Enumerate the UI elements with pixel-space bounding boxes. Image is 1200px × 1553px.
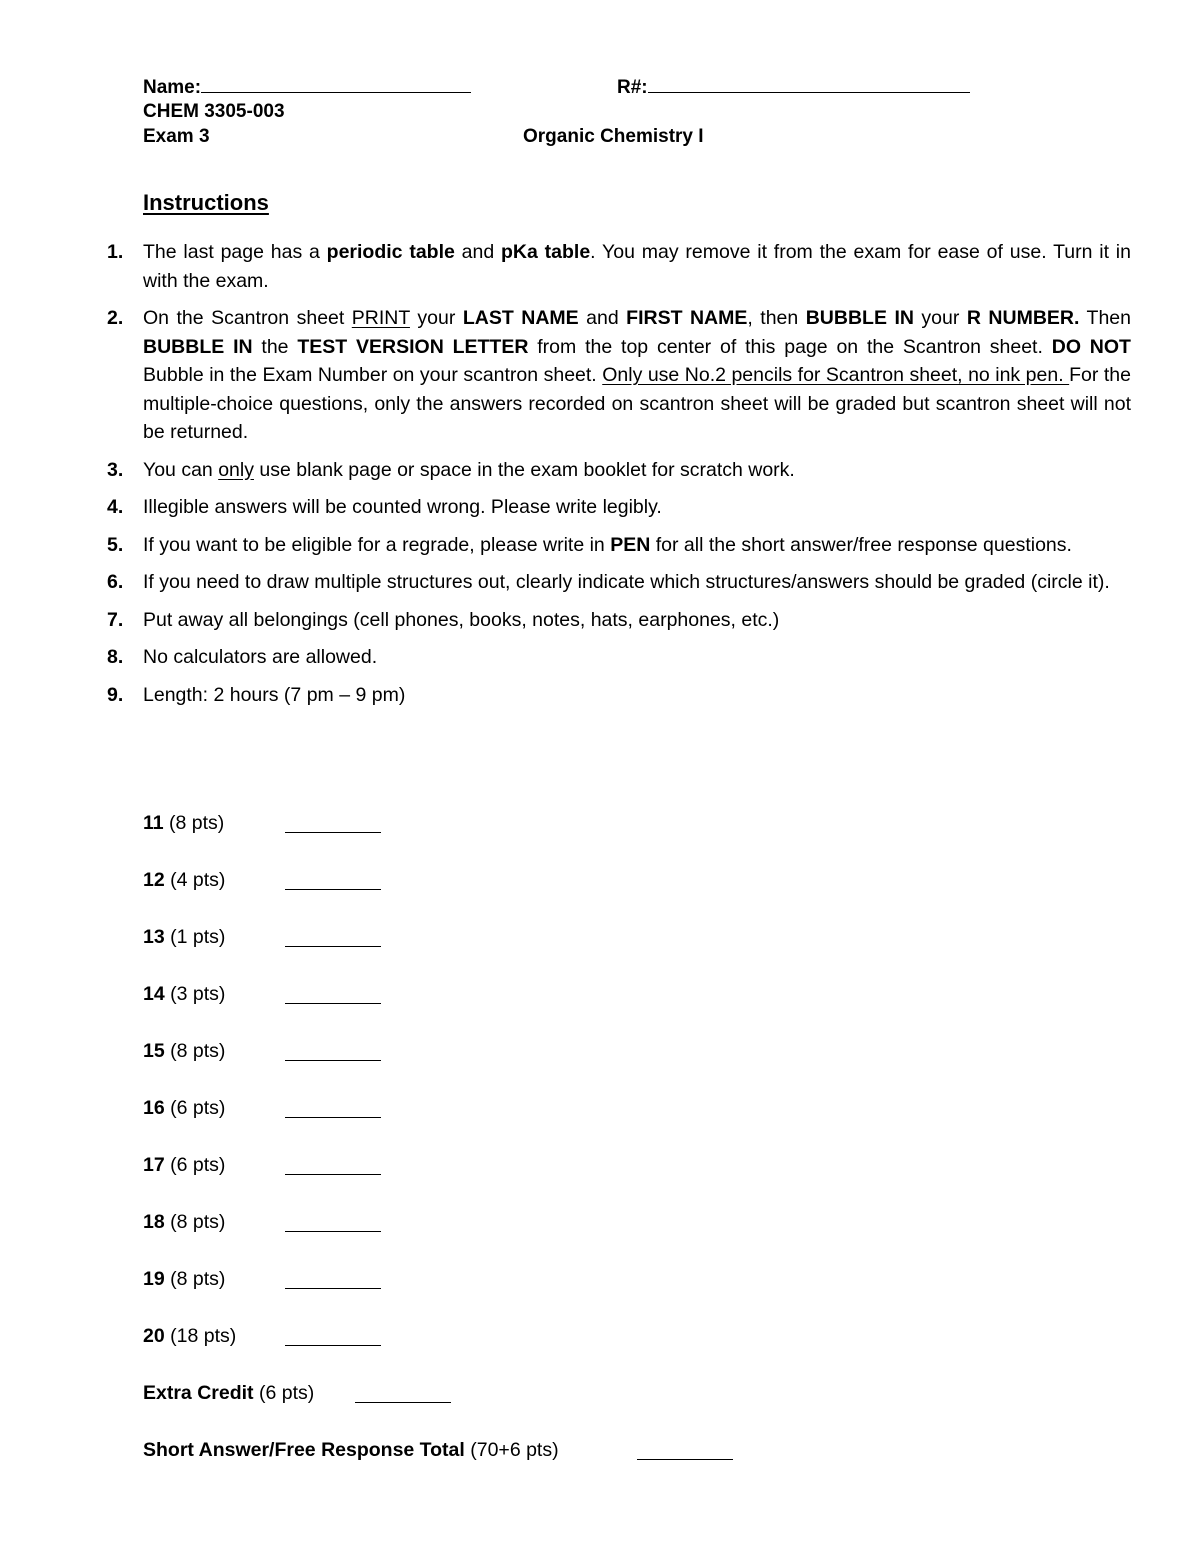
instructions-title: Instructions: [143, 190, 269, 215]
question-number: 12: [143, 869, 165, 891]
question-points: (1 pts): [164, 926, 226, 948]
instruction-number: 3.: [107, 458, 124, 481]
score-blank[interactable]: [285, 1288, 381, 1289]
name-field[interactable]: [143, 74, 471, 101]
instruction-item: 1. The last page has a periodic table and pKa table. You may remove it from the exam for ease of use. Turn it in with the exam.: [107, 238, 1131, 295]
instruction-number: 6.: [107, 571, 124, 593]
question-points: (4 pts): [164, 869, 226, 891]
instruction-number: 8.: [107, 646, 124, 668]
r-number-field[interactable]: [617, 74, 970, 101]
score-blank[interactable]: [285, 1117, 381, 1118]
question-points: (3 pts): [164, 983, 226, 1005]
question-number: 16: [143, 1097, 165, 1119]
instructions-list: [107, 238, 1131, 718]
instruction-item: 9. Length: 2 hours (7 pm – 9 pm): [107, 681, 1131, 710]
score-blank[interactable]: [285, 1231, 381, 1232]
question-points: (70+6 pts): [464, 1439, 559, 1461]
question-points: (18 pts): [164, 1325, 237, 1347]
score-blank[interactable]: [285, 1345, 381, 1346]
instruction-number: 4.: [107, 496, 124, 518]
score-blank[interactable]: [637, 1459, 733, 1460]
instruction-number: 9.: [107, 683, 124, 706]
instruction-item: 3. You can only use blank page or space in the exam booklet for scratch work.: [107, 456, 1131, 485]
course-code: CHEM 3305-003: [143, 101, 285, 122]
question-points: (6 pts): [164, 1097, 226, 1119]
score-blank[interactable]: [285, 946, 381, 947]
question-points: (8 pts): [164, 1268, 226, 1290]
instruction-item: 8. No calculators are allowed.: [107, 643, 1131, 672]
question-number: 13: [143, 926, 165, 948]
question-points: (8 pts): [163, 812, 225, 834]
score-blank[interactable]: [285, 1003, 381, 1004]
instruction-number: 5.: [107, 533, 124, 556]
name-blank[interactable]: [201, 74, 471, 93]
r-number-blank[interactable]: [648, 74, 970, 93]
question-number: Extra Credit: [143, 1382, 254, 1404]
question-number: 19: [143, 1268, 165, 1290]
question-number: 18: [143, 1211, 165, 1233]
instruction-number: 7.: [107, 608, 124, 631]
score-blank[interactable]: [285, 832, 381, 833]
question-points: (8 pts): [164, 1211, 226, 1233]
question-points: (6 pts): [253, 1382, 315, 1404]
question-points: (8 pts): [164, 1040, 226, 1062]
question-number: 15: [143, 1040, 165, 1062]
score-blank[interactable]: [285, 1174, 381, 1175]
instruction-item: 7. Put away all belongings (cell phones, books, notes, hats, earphones, etc.): [107, 606, 1131, 635]
score-blank[interactable]: [355, 1402, 451, 1403]
score-blank[interactable]: [285, 1060, 381, 1061]
score-blank[interactable]: [285, 889, 381, 890]
exam-number: Exam 3: [143, 126, 210, 147]
instruction-number: 1.: [107, 241, 124, 263]
instruction-item: 5. If you want to be eligible for a regrade, please write in PEN for all the short answer/free response questions.: [107, 531, 1131, 560]
name-label: Name:: [143, 77, 202, 98]
question-number: 17: [143, 1154, 165, 1176]
instruction-item: 6. If you need to draw multiple structures out, clearly indicate which structures/answers should be graded (circle it).: [107, 568, 1131, 597]
r-number-label: R#:: [617, 77, 648, 98]
instruction-item: 4. Illegible answers will be counted wrong. Please write legibly.: [107, 493, 1131, 522]
course-subject: Organic Chemistry I: [523, 126, 704, 147]
question-number: Short Answer/Free Response Total: [143, 1439, 465, 1461]
question-points: (6 pts): [164, 1154, 226, 1176]
instruction-item: 2. On the Scantron sheet PRINT your LAST NAME and FIRST NAME, then BUBBLE IN your R NUMBER. Then BUBBLE IN the TEST VERSION LETTER from the top center of this page on the Scantron sheet. DO NOT Bubble in the Exam Number on your scantron sheet. Only use No.2 pencils for Scantron sheet, no ink pen. For the multiple-choice questions, only the answers recorded on scantron sheet will be graded but scantron sheet will not be returned.: [107, 304, 1131, 447]
question-number: 20: [143, 1325, 165, 1347]
question-number: 11: [143, 812, 164, 834]
instruction-number: 2.: [107, 307, 124, 329]
question-number: 14: [143, 983, 165, 1005]
